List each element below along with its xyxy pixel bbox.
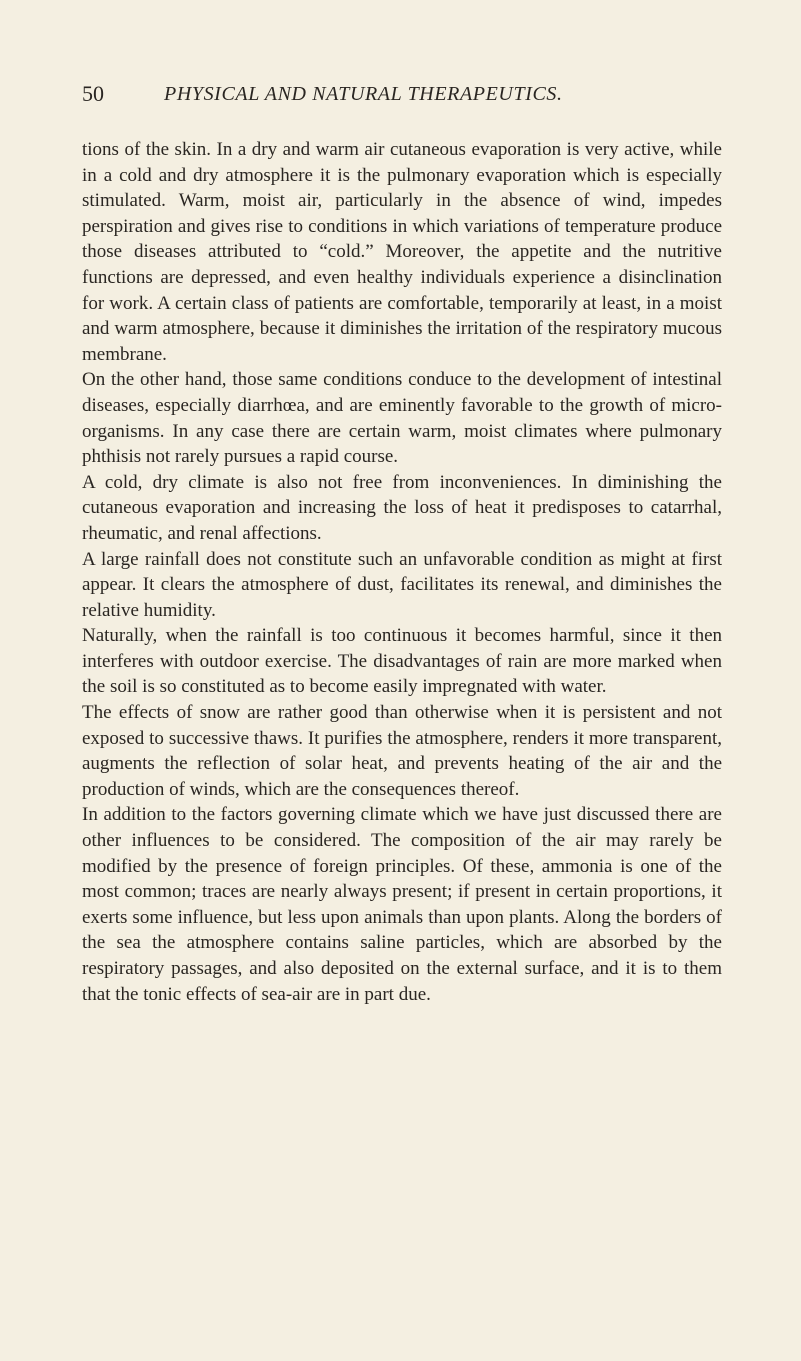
running-head: PHYSICAL AND NATURAL THERAPEUTICS.	[164, 83, 563, 105]
paragraph-continuation: tions of the skin. In a dry and warm air cutaneous evaporation is very active, while in a cold and dry atmosphere it is the pulmonary evaporation which is especially stimulated. Warm, moist air, particularly in the absence of wind, impedes perspiration and gives rise to conditions in which variations of temperature produce those diseases attributed to “cold.” Moreover, the appetite and the nutritive functions are depressed, and even healthy individuals experience a disinclination for work. A certain class of patients are comfortable, temporarily at least, in a moist and warm atmosphere, because it diminishes the irritation of the respiratory mucous membrane.	[82, 139, 722, 365]
paragraph-continuous-rainfall: Naturally, when the rainfall is too continuous it becomes harmful, since it then interferes with outdoor exercise. The disadvantages of rain are more marked when the soil is so constituted as to become easily impregnated with water.	[82, 625, 722, 698]
page-header	[82, 78, 722, 110]
paragraph-intestinal-diseases: On the other hand, those same conditions conduce to the development of intestinal diseases, especially diarrhœa, and are eminently favorable to the growth of micro-organisms. In any case there are certain warm, moist climates where pulmonary phthisis not rarely pursues a rapid course.	[82, 369, 722, 468]
body-text	[82, 137, 722, 1007]
paragraph-snow-effects: The effects of snow are rather good than otherwise when it is persistent and not exposed to successive thaws. It purifies the atmosphere, renders it more transparent, augments the reflection of solar heat, and prevents heating of the air and the production of winds, which are the consequences thereof.	[82, 702, 722, 800]
paragraph-cold-dry-climate: A cold, dry climate is also not free from inconveniences. In diminishing the cutaneous evaporation and increasing the loss of heat it predisposes to catarrhal, rheumatic, and renal affections.	[82, 471, 722, 544]
page-number: 50	[82, 81, 104, 106]
paragraph-large-rainfall: A large rainfall does not constitute such an unfavorable condition as might at first appear. It clears the atmosphere of dust, facilitates its renewal, and diminishes the relative humidity.	[82, 548, 722, 621]
paragraph-air-composition: In addition to the factors governing climate which we have just discussed there are other influences to be considered. The composition of the air may rarely be modified by the presence of foreign principles. Of these, ammonia is one of the most common; traces are nearly always present; if present in certain proportions, it exerts some influence, but less upon animals than upon plants. Along the borders of the sea the atmosphere contains saline particles, which are absorbed by the respiratory passages, and also deposited on the external surface, and it is to them that the tonic effects of sea-air are in part due.	[82, 804, 722, 1005]
